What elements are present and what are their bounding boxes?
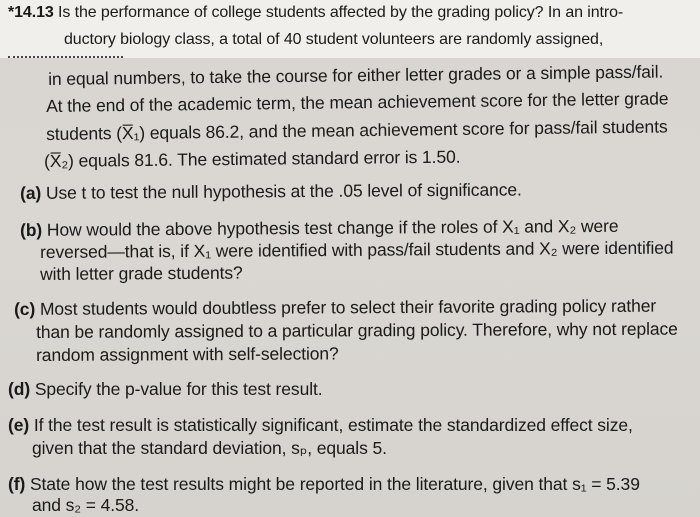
problem-line-2: ductory biology class, a total of 40 student volunteers are randomly assigned, xyxy=(64,31,604,48)
part-f-line-2: and s₂ = 4.58. xyxy=(32,495,140,515)
problem-line-5: students (X̅₁) equals 86.2, and the mean achievement score for pass/fail students xyxy=(46,116,668,144)
part-c-label: (c) xyxy=(14,298,36,319)
problem-line-3: in equal numbers, to take the course for either letter grades or a simple pass/fail. xyxy=(48,61,664,89)
part-d-line-1: Specify the p-value for this test result. xyxy=(34,379,323,399)
problem-line-4: At the end of the academic term, the mean achievement score for the letter grade xyxy=(46,88,669,116)
part-c-line-3: random assignment with self-selection? xyxy=(36,343,339,365)
part-f-line-1: State how the test results might be reported in the literature, given that s₁ = 5.39 xyxy=(29,474,640,494)
part-a-label: (a) xyxy=(20,182,42,203)
part-e-label: (e) xyxy=(8,415,30,435)
part-f xyxy=(8,474,640,495)
part-c-line-2: than be randomly assigned to a particular grading policy. Therefore, why not replace xyxy=(36,318,678,342)
dotted-rule xyxy=(8,56,123,58)
part-b-line-2: reversed—that is, if X₁ were identified with pass/fail students and X₂ were identified xyxy=(40,237,674,262)
part-d-label: (d) xyxy=(8,379,31,399)
problem-number: *14.13 xyxy=(8,4,54,21)
problem-text-1: Is the performance of college students affected by the grading policy? In an intro- xyxy=(58,4,624,21)
part-b-line-1: How would the above hypothesis test change if the roles of X₁ and X₂ were xyxy=(46,215,619,240)
problem-line-1 xyxy=(8,4,623,22)
part-c-line-1: Most students would doubtless prefer to select their favorite grading policy rather xyxy=(39,295,657,319)
part-e xyxy=(8,415,633,436)
part-b-label: (b) xyxy=(20,219,43,240)
part-e-line-1: If the test result is statistically significant, estimate the standardized effect size, xyxy=(33,415,633,435)
part-c xyxy=(14,296,656,320)
part-d xyxy=(8,379,323,400)
part-b xyxy=(20,216,619,241)
part-b-line-3: with letter grade students? xyxy=(40,262,243,284)
part-e-line-2: given that the standard deviation, sₚ, equals 5. xyxy=(32,438,387,458)
part-a xyxy=(20,179,522,204)
part-f-label: (f) xyxy=(8,474,26,494)
part-a-line-1: Use t to test the null hypothesis at the .05 level of significance. xyxy=(45,179,522,203)
problem-line-6: (X̅₂) equals 81.6. The estimated standard error is 1.50. xyxy=(44,146,461,171)
